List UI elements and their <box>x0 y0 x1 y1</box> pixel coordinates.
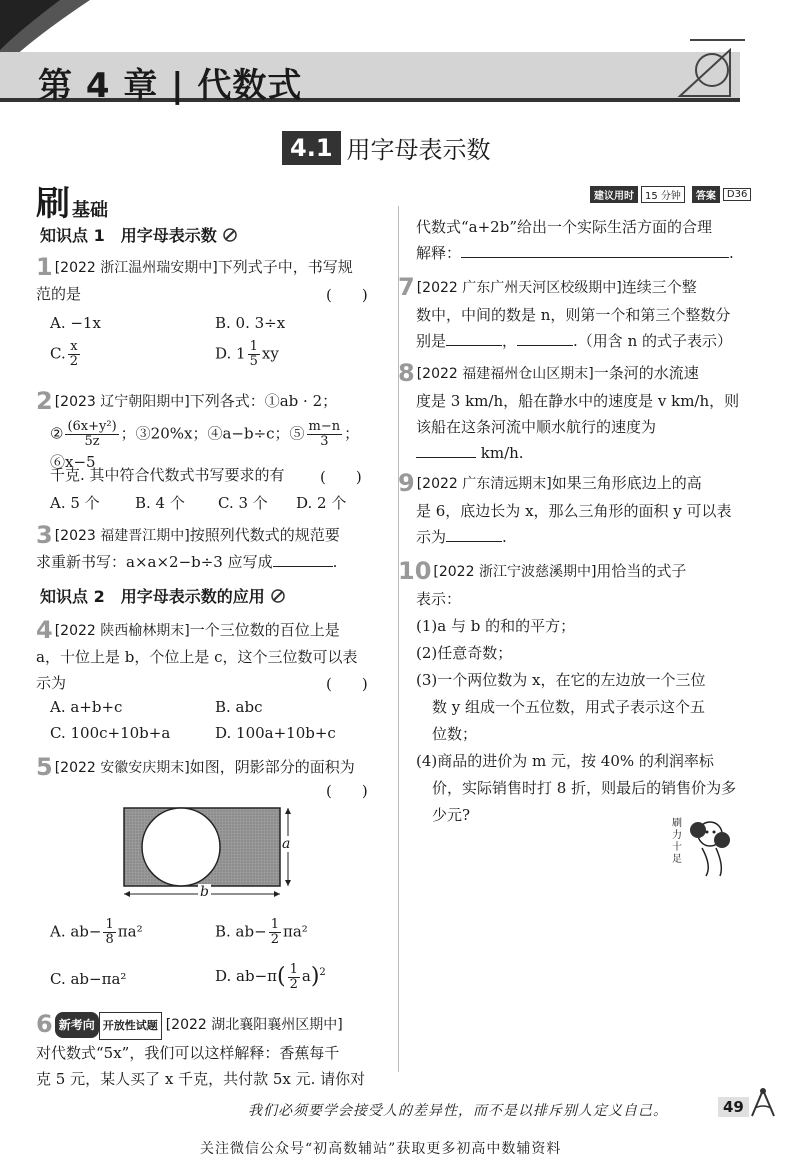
answer-blank[interactable] <box>446 527 502 542</box>
question-number: 6 <box>36 1010 53 1038</box>
question-stem: 解释： <box>416 244 462 262</box>
question-source: [2023 辽宁朝阳期中] <box>54 394 190 410</box>
question-number: 8 <box>398 359 415 387</box>
option-b <box>215 918 308 947</box>
option-d <box>215 340 279 369</box>
new-trend-badge: 新考向 <box>55 1012 99 1038</box>
option-b: B. 4 个 <box>135 494 185 512</box>
item-marker: ② <box>50 424 64 443</box>
sub-question-3: 数 y 组成一个五位数，用式子表示这个五 <box>432 698 706 716</box>
chapter-title: 第 4 章 | 代数式 <box>38 66 303 106</box>
sub-question-4: 价，实际销售时打 8 折，则最后的销售价为多 <box>432 779 737 797</box>
question-stem: km/h. <box>480 444 524 462</box>
question-stem: .（用含 n 的式子表示） <box>573 332 732 350</box>
footer-note: 关注微信公众号“初高数辅站”获取更多初高中数辅资料 <box>200 1141 562 1157</box>
option-c <box>50 340 82 369</box>
question-9 <box>398 470 768 497</box>
fraction <box>65 420 118 449</box>
fraction <box>307 420 343 449</box>
question-source: [2022 陕西榆林期末] <box>54 623 190 639</box>
question-7-body <box>416 302 766 354</box>
fraction <box>68 340 80 369</box>
option-d-suffix: xy <box>261 344 279 363</box>
question-stem: 表示： <box>416 590 462 608</box>
numerator: x <box>70 339 78 354</box>
basics-label: 基础 <box>72 200 108 221</box>
question-number: 5 <box>36 753 53 781</box>
pen-icon <box>271 589 285 603</box>
question-stem: 数中，中间的数是 n，则第一个和第三个整数分 <box>416 306 731 324</box>
option-d-prefix: D. ab−π <box>215 967 277 985</box>
question-6-continued <box>416 214 766 266</box>
question-stem: 如果三角形底边上的高 <box>551 474 702 492</box>
question-number: 9 <box>398 469 415 497</box>
question-stem: 如图，阴影部分的面积为 <box>189 758 355 776</box>
answer-paren: ( ) <box>326 675 368 693</box>
sub-question-3: 位数； <box>432 725 478 743</box>
items-text: ；⑥x−5 <box>50 424 360 471</box>
question-6 <box>36 1011 386 1092</box>
answer-paren: ( ) <box>320 468 362 486</box>
denominator: 8 <box>105 932 114 947</box>
numerator: m−n <box>308 419 341 434</box>
question-8 <box>398 360 768 387</box>
sub-question-3: (3)一个两位数为 x，在它的左边放一个三位 <box>416 671 706 689</box>
question-2-stem: 千克. 其中符合代数式书写要求的有 <box>50 466 285 484</box>
section-title <box>282 130 491 165</box>
section-title-text: 用字母表示数 <box>346 136 491 164</box>
left-paren: ( <box>277 964 286 989</box>
question-source: [2022 浙江宁波慈溪期中] <box>433 564 597 580</box>
question-stem: 是 6，底边长为 x，那么三角形的面积 y 可以表 <box>416 502 732 520</box>
option-a <box>50 918 143 947</box>
question-3 <box>36 522 386 575</box>
answer-blank-1[interactable] <box>446 331 502 346</box>
sub-question-4: (4)商品的进价为 m 元，按 40% 的利润率标 <box>416 752 714 770</box>
option-b: B. abc <box>215 698 263 716</box>
option-a-suffix: πa² <box>117 922 143 941</box>
numerator: 1 <box>105 917 114 932</box>
question-number: 3 <box>36 521 53 549</box>
motto-quote: 我们必须要学会接受人的差异性，而不是以排斥别人定义自己。 <box>248 1103 668 1119</box>
answer-blank-2[interactable] <box>517 331 573 346</box>
option-c: C. 100c+10b+a <box>50 724 171 742</box>
knowledge-point-2 <box>40 584 285 607</box>
numerator: (6x+y²) <box>67 419 117 434</box>
question-2 <box>36 388 386 415</box>
items-text: ；③20%x；④a−b÷c；⑤ <box>120 424 305 443</box>
column-divider <box>398 206 399 1072</box>
label-a: a <box>282 836 291 852</box>
option-c: C. 3 个 <box>218 494 268 512</box>
option-d: D. 2 个 <box>296 494 347 512</box>
question-number: 4 <box>36 616 53 644</box>
question-source: [2022 广东广州天河区校级期中] <box>416 280 622 296</box>
knowledge-point-1-label: 知识点 1 用字母表示数 <box>40 226 217 245</box>
question-number: 2 <box>36 387 53 415</box>
question-stem: 按照列代数式的规范要 <box>189 526 340 544</box>
question-stem: 该船在这条河流中顺水航行的速度为 <box>416 418 657 436</box>
answer-label: 答案 <box>692 186 720 203</box>
question-number: 10 <box>398 557 432 585</box>
denominator: 2 <box>270 932 279 947</box>
answer-paren: ( ) <box>326 286 368 304</box>
fraction <box>288 963 300 992</box>
option-d: D. ab−π( $\frac{1}{2}$ a)$^2$ <box>215 961 326 992</box>
question-end: . <box>502 528 507 546</box>
question-10 <box>398 558 768 585</box>
right-paren: ) <box>310 964 320 989</box>
question-9-body <box>416 498 766 550</box>
option-b-suffix: πa² <box>282 922 308 941</box>
fraction <box>103 918 115 947</box>
question-source: [2022 湖北襄阳襄州区期中] <box>165 1017 343 1033</box>
question-stem: 度是 3 km/h，船在静水中的速度是 v km/h，则 <box>416 392 740 410</box>
option-b-prefix: B. ab− <box>215 922 267 941</box>
question-source: [2022 安徽安庆期末] <box>54 760 190 776</box>
answer-blank[interactable] <box>461 243 729 258</box>
question-number: 7 <box>398 273 415 301</box>
option-c-prefix: C. <box>50 344 66 363</box>
question-stem: a，十位上是 b，个位上是 c，这个三位数可以表 <box>36 648 358 666</box>
sub-question-4: 少元? <box>432 806 471 824</box>
question-source: [2022 广东清远期末] <box>416 476 552 492</box>
section-number: 4.1 <box>282 131 341 165</box>
option-a: A. a+b+c <box>50 698 123 716</box>
question-stem: 一个三位数的百位上是 <box>189 621 340 639</box>
question-stem: 示为 <box>416 528 447 546</box>
denominator: 2 <box>289 976 298 992</box>
question-source: [2023 福建晋江期中] <box>54 528 190 544</box>
answer-paren: ( ) <box>326 782 368 800</box>
sub-question-1: (1)a 与 b 的和的平方； <box>416 617 576 635</box>
question-stem: ， <box>502 332 518 350</box>
question-stem: 示为 <box>36 674 67 692</box>
question-stem: 克 5 元，某人买了 x 千克，共付款 5x 元. 请你对 <box>36 1070 366 1088</box>
question-stem: 下列各式：①ab · 2； <box>189 392 338 410</box>
question-number: 1 <box>36 253 53 281</box>
denominator: 2 <box>69 354 78 369</box>
knowledge-point-2-label: 知识点 2 用字母表示数的应用 <box>40 587 265 606</box>
question-8-body <box>416 388 766 466</box>
question-stem: 别是 <box>416 332 447 350</box>
option-c: C. ab−πa² <box>50 970 127 988</box>
mascot <box>672 816 736 880</box>
option-b: B. 0. 3÷x <box>215 314 286 332</box>
question-7 <box>398 274 768 301</box>
numerator: 1 <box>249 339 258 354</box>
inner-circle <box>142 808 220 886</box>
option-d: D. 100a+10b+c <box>215 724 336 742</box>
basics-heading <box>36 176 108 225</box>
option-a: A. 5 个 <box>50 494 100 512</box>
denominator: 3 <box>320 434 329 449</box>
option-a: A. −1x <box>50 314 101 332</box>
open-question-badge: 开放性试题 <box>99 1012 162 1040</box>
question-5 <box>36 754 386 781</box>
question-end: . <box>332 553 338 571</box>
sub-question-2: (2)任意奇数； <box>416 644 513 662</box>
pen-icon <box>223 228 237 242</box>
label-b: b <box>200 884 209 900</box>
question-stem: 连续三个整 <box>621 278 697 296</box>
question-stem: 对代数式“5x”，我们可以这样解释：香蕉每千 <box>36 1044 340 1062</box>
time-meta <box>590 186 751 203</box>
knowledge-point-1 <box>40 223 237 246</box>
question-stem: 范的是 <box>36 285 82 303</box>
answer-blank[interactable] <box>416 443 476 458</box>
time-value: 15 分钟 <box>641 186 685 203</box>
question-stem: 代数式“a+2b”给出一个实际生活方面的合理 <box>416 218 712 236</box>
option-d-prefix: D. 1 <box>215 344 246 363</box>
question-stem: 下列式子中，书写规 <box>217 258 353 276</box>
answer-blank[interactable] <box>273 552 333 567</box>
option-d-suffix: a <box>301 967 311 985</box>
question-source: [2022 浙江温州瑞安期中] <box>54 260 218 276</box>
time-label: 建议用时 <box>590 186 638 203</box>
numerator: 1 <box>270 917 279 932</box>
shaded-rectangle-figure <box>118 804 308 908</box>
fraction <box>248 340 260 369</box>
answer-value: D36 <box>723 188 751 201</box>
option-a-prefix: A. ab− <box>50 922 102 941</box>
compass-icon <box>746 1086 780 1120</box>
question-10-body <box>416 586 766 829</box>
denominator: 5z <box>84 434 100 449</box>
question-stem: 一条河的水流速 <box>593 364 699 382</box>
question-stem: 求重新书写：a×a×2−b÷3 应写成 <box>36 553 273 571</box>
page-number: 49 <box>718 1097 749 1117</box>
fraction <box>269 918 281 947</box>
numerator: 1 <box>289 961 298 977</box>
question-end: . <box>729 244 734 262</box>
mascot-caption: 刷力十足 <box>672 818 682 865</box>
denominator: 5 <box>249 354 258 369</box>
question-source: [2022 福建福州仓山区期末] <box>416 366 594 382</box>
question-stem: 用恰当的式子 <box>596 562 687 580</box>
shua-glyph: 刷 <box>36 184 70 224</box>
